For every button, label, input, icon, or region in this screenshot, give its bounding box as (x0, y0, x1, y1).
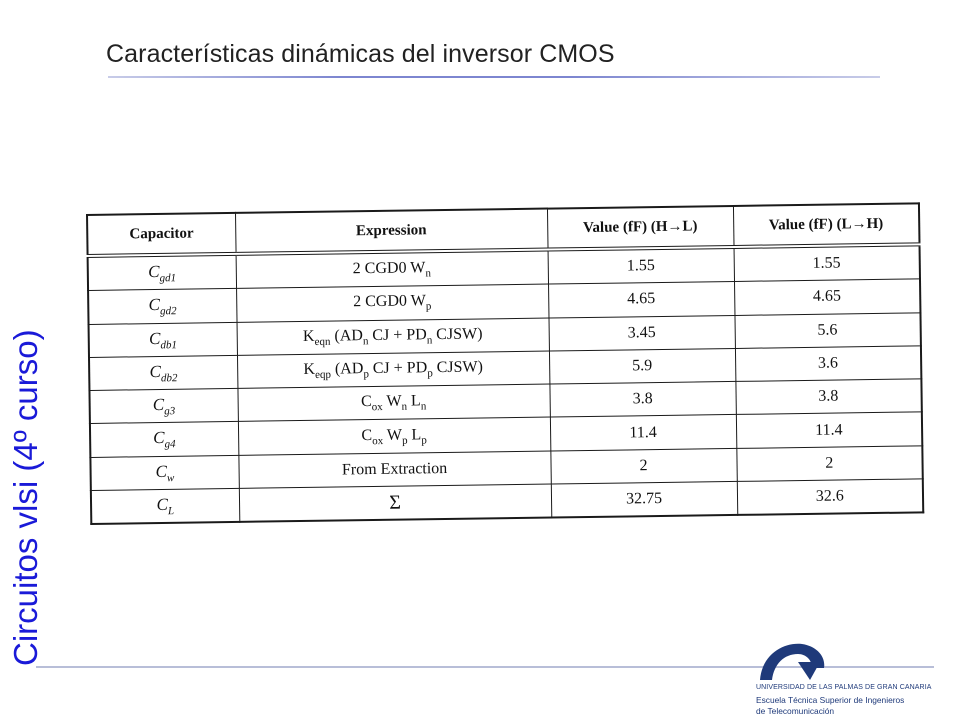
expression-cell: 2 CGD0 $W_p$ (236, 284, 548, 322)
header-capacitor: Capacitor (87, 213, 236, 256)
expression-cell: $K_{eqn}$ ($AD_n$ CJ + $PD_n$ CJSW) (237, 318, 549, 356)
capacitor-cell: $C_{g3}$ (89, 389, 237, 424)
expression-cell: $K_{eqp}$ ($AD_p$ CJ + $PD_p$ CJSW) (237, 351, 549, 389)
value-h-to-l-cell: 1.55 (548, 247, 734, 284)
value-h-to-l-cell: 3.8 (549, 382, 735, 418)
capacitor-cell: $C_w$ (90, 455, 238, 490)
expression-cell: $C_{ox}$ $W_n$ $L_n$ (237, 384, 549, 422)
header-expression: Expression (235, 209, 548, 254)
expression-cell: From Extraction (238, 451, 550, 489)
capacitor-cell: $C_{gd2}$ (88, 289, 236, 324)
value-l-to-h-cell: 32.6 (737, 479, 923, 515)
value-l-to-h-cell: 1.55 (734, 244, 920, 281)
header-value-l-to-h: Value (fF) (L→H) (733, 203, 920, 247)
value-h-to-l-cell: 32.75 (551, 482, 737, 518)
value-h-to-l-cell: 2 (550, 448, 736, 484)
capacitor-cell: $C_{db2}$ (89, 355, 237, 390)
value-h-to-l-cell: 11.4 (550, 415, 736, 451)
expression-cell: $C_{ox}$ $W_p$ $L_p$ (238, 418, 550, 456)
value-h-to-l-cell: 4.65 (548, 282, 734, 318)
title-divider (108, 76, 880, 78)
header-value-h-to-l: Value (fF) (H→L) (547, 206, 734, 250)
logo-university-name: UNIVERSIDAD DE LAS PALMAS DE GRAN CANARIA (756, 684, 932, 691)
logo-school-name-line1: Escuela Técnica Superior de Ingenieros (756, 695, 905, 705)
expression-cell: Σ (239, 484, 551, 522)
value-h-to-l-cell: 3.45 (548, 315, 734, 351)
university-logo (754, 640, 944, 720)
capacitor-cell: $C_{db1}$ (89, 322, 237, 357)
slide-title: Características dinámicas del inversor CMOS (106, 40, 615, 68)
value-l-to-h-cell: 4.65 (734, 279, 920, 315)
capacitance-table (86, 202, 924, 525)
capacitor-cell: $C_{gd1}$ (88, 254, 236, 291)
course-side-label: Circuitos vlsi (4º curso) (7, 329, 44, 666)
value-h-to-l-cell: 5.9 (549, 348, 735, 384)
value-l-to-h-cell: 5.6 (734, 312, 920, 348)
logo-school-name-line2: de Telecomunicación (756, 706, 835, 716)
value-l-to-h-cell: 3.6 (735, 346, 921, 382)
value-l-to-h-cell: 11.4 (736, 412, 922, 448)
ulpgc-logo-icon (754, 640, 830, 682)
capacitor-cell: $C_{g4}$ (90, 422, 238, 457)
capacitance-table-scan (86, 202, 927, 550)
value-l-to-h-cell: 3.8 (735, 379, 921, 415)
expression-cell: 2 CGD0 $W_n$ (236, 250, 548, 289)
value-l-to-h-cell: 2 (736, 446, 922, 482)
capacitor-cell: $C_L$ (91, 488, 239, 524)
